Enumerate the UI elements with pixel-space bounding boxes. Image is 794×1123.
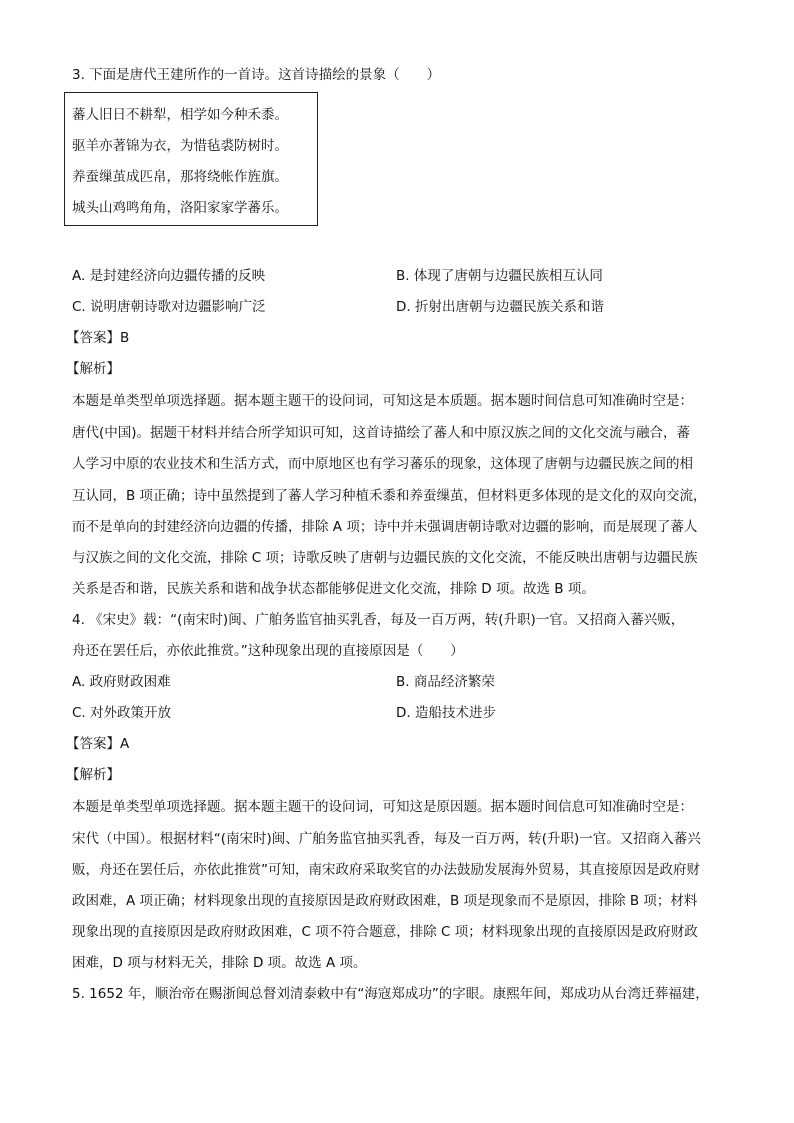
poem-line: 驱羊亦著锦为衣，为惜毡裘防树时。 — [72, 138, 288, 154]
q3-answer: 【答案】B — [66, 330, 130, 346]
question-4-stem: 4. 《宋史》载：“(南宋时)闽、广舶务监官抽买乳香，每及一百万两，转(升职)一官。又招商入蕃兴贩， — [72, 612, 685, 628]
q4-analysis-line: 本题是单类型单项选择题。据本题主题干的设问词，可知这是原因题。据本题时间信息可知准确时空是： — [72, 799, 693, 815]
q4-analysis-line: 困难，D 项与材料无关，排除 D 项。故选 A 项。 — [72, 955, 367, 971]
question-4-stem: 舟还在罢任后，亦依此推赏。”这种现象出现的直接原因是（ ） — [72, 643, 464, 659]
q4-analysis-line: 政困难，A 项正确；材料现象出现的直接原因是政府财政困难，B 项是现象而不是原因，排除 B 项；材料 — [72, 893, 698, 909]
poem-line: 养蚕缫茧成匹帛，那将绕帐作旌旗。 — [72, 169, 288, 185]
q3-analysis-line: 互认同，B 项正确；诗中虽然提到了蕃人学习种植禾黍和养蚕缫茧，但材料更多体现的是文化的双向交流， — [72, 488, 707, 504]
question-5-stem: 5. 1652 年，顺治帝在赐浙闽总督刘清泰敕中有“海寇郑成功”的字眼。康熙年间，郑成功从台湾迁葬福建， — [72, 986, 709, 1002]
q4-option-d: D. 造船技术进步 — [396, 705, 496, 721]
q3-analysis-line: 关系是否和谐，民族关系和谐和战争状态都能够促进文化交流，排除 D 项。故选 B 项。 — [72, 581, 595, 597]
q4-option-b: B. 商品经济繁荣 — [396, 674, 495, 690]
q3-analysis-line: 与汉族之间的文化交流，排除 C 项；诗歌反映了唐朝与边疆民族的文化交流，不能反映出唐朝与边疆民族 — [72, 550, 698, 566]
q3-analysis-line: 本题是单类型单项选择题。据本题主题干的设问词，可知这是本质题。据本题时间信息可知准确时空是： — [72, 393, 693, 409]
q4-option-a: A. 政府财政困难 — [72, 674, 171, 690]
q4-analysis-label: 【解析】 — [66, 767, 120, 783]
q3-option-d: D. 折射出唐朝与边疆民族关系和谐 — [396, 299, 604, 315]
poem-line: 蕃人旧日不耕犁，相学如今种禾黍。 — [72, 107, 288, 123]
q3-analysis-label: 【解析】 — [66, 361, 120, 377]
poem-line: 城头山鸡鸣角角，洛阳家家学蕃乐。 — [72, 200, 288, 216]
poem-box — [64, 92, 318, 226]
q4-analysis-line: 现象出现的直接原因是政府财政困难，C 项不符合题意，排除 C 项；材料现象出现的直接原因是政府财政 — [72, 924, 698, 940]
q3-analysis-line: 唐代(中国)。据题干材料并结合所学知识可知，这首诗描绘了蕃人和中原汉族之间的文化交流与融合，蕃 — [72, 425, 691, 441]
q3-analysis-line: 而不是单向的封建经济向边疆的传播，排除 A 项；诗中并未强调唐朝诗歌对边疆的影响，而是展现了蕃人 — [72, 519, 698, 535]
q3-analysis-line: 人学习中原的农业技术和生活方式，而中原地区也有学习蕃乐的现象，这体现了唐朝与边疆民族之间的相 — [72, 456, 693, 472]
q4-option-c: C. 对外政策开放 — [72, 705, 172, 721]
q3-option-a: A. 是封建经济向边疆传播的反映 — [72, 268, 266, 284]
q3-option-b: B. 体现了唐朝与边疆民族相互认同 — [396, 268, 603, 284]
q4-analysis-line: 贩，舟还在罢任后，亦依此推赏”可知，南宋政府采取奖官的办法鼓励发展海外贸易，其直接原因是政府财 — [72, 862, 700, 878]
q4-answer: 【答案】A — [66, 736, 130, 752]
q3-option-c: C. 说明唐朝诗歌对边疆影响广泛 — [72, 299, 266, 315]
q4-analysis-line: 宋代（中国）。根据材料“(南宋时)闽、广舶务监官抽买乳香，每及一百万两，转(升职)一官。又招商入蕃兴 — [72, 831, 701, 847]
question-3-stem: 3. 下面是唐代王建所作的一首诗。这首诗描绘的景象（ ） — [72, 67, 441, 83]
